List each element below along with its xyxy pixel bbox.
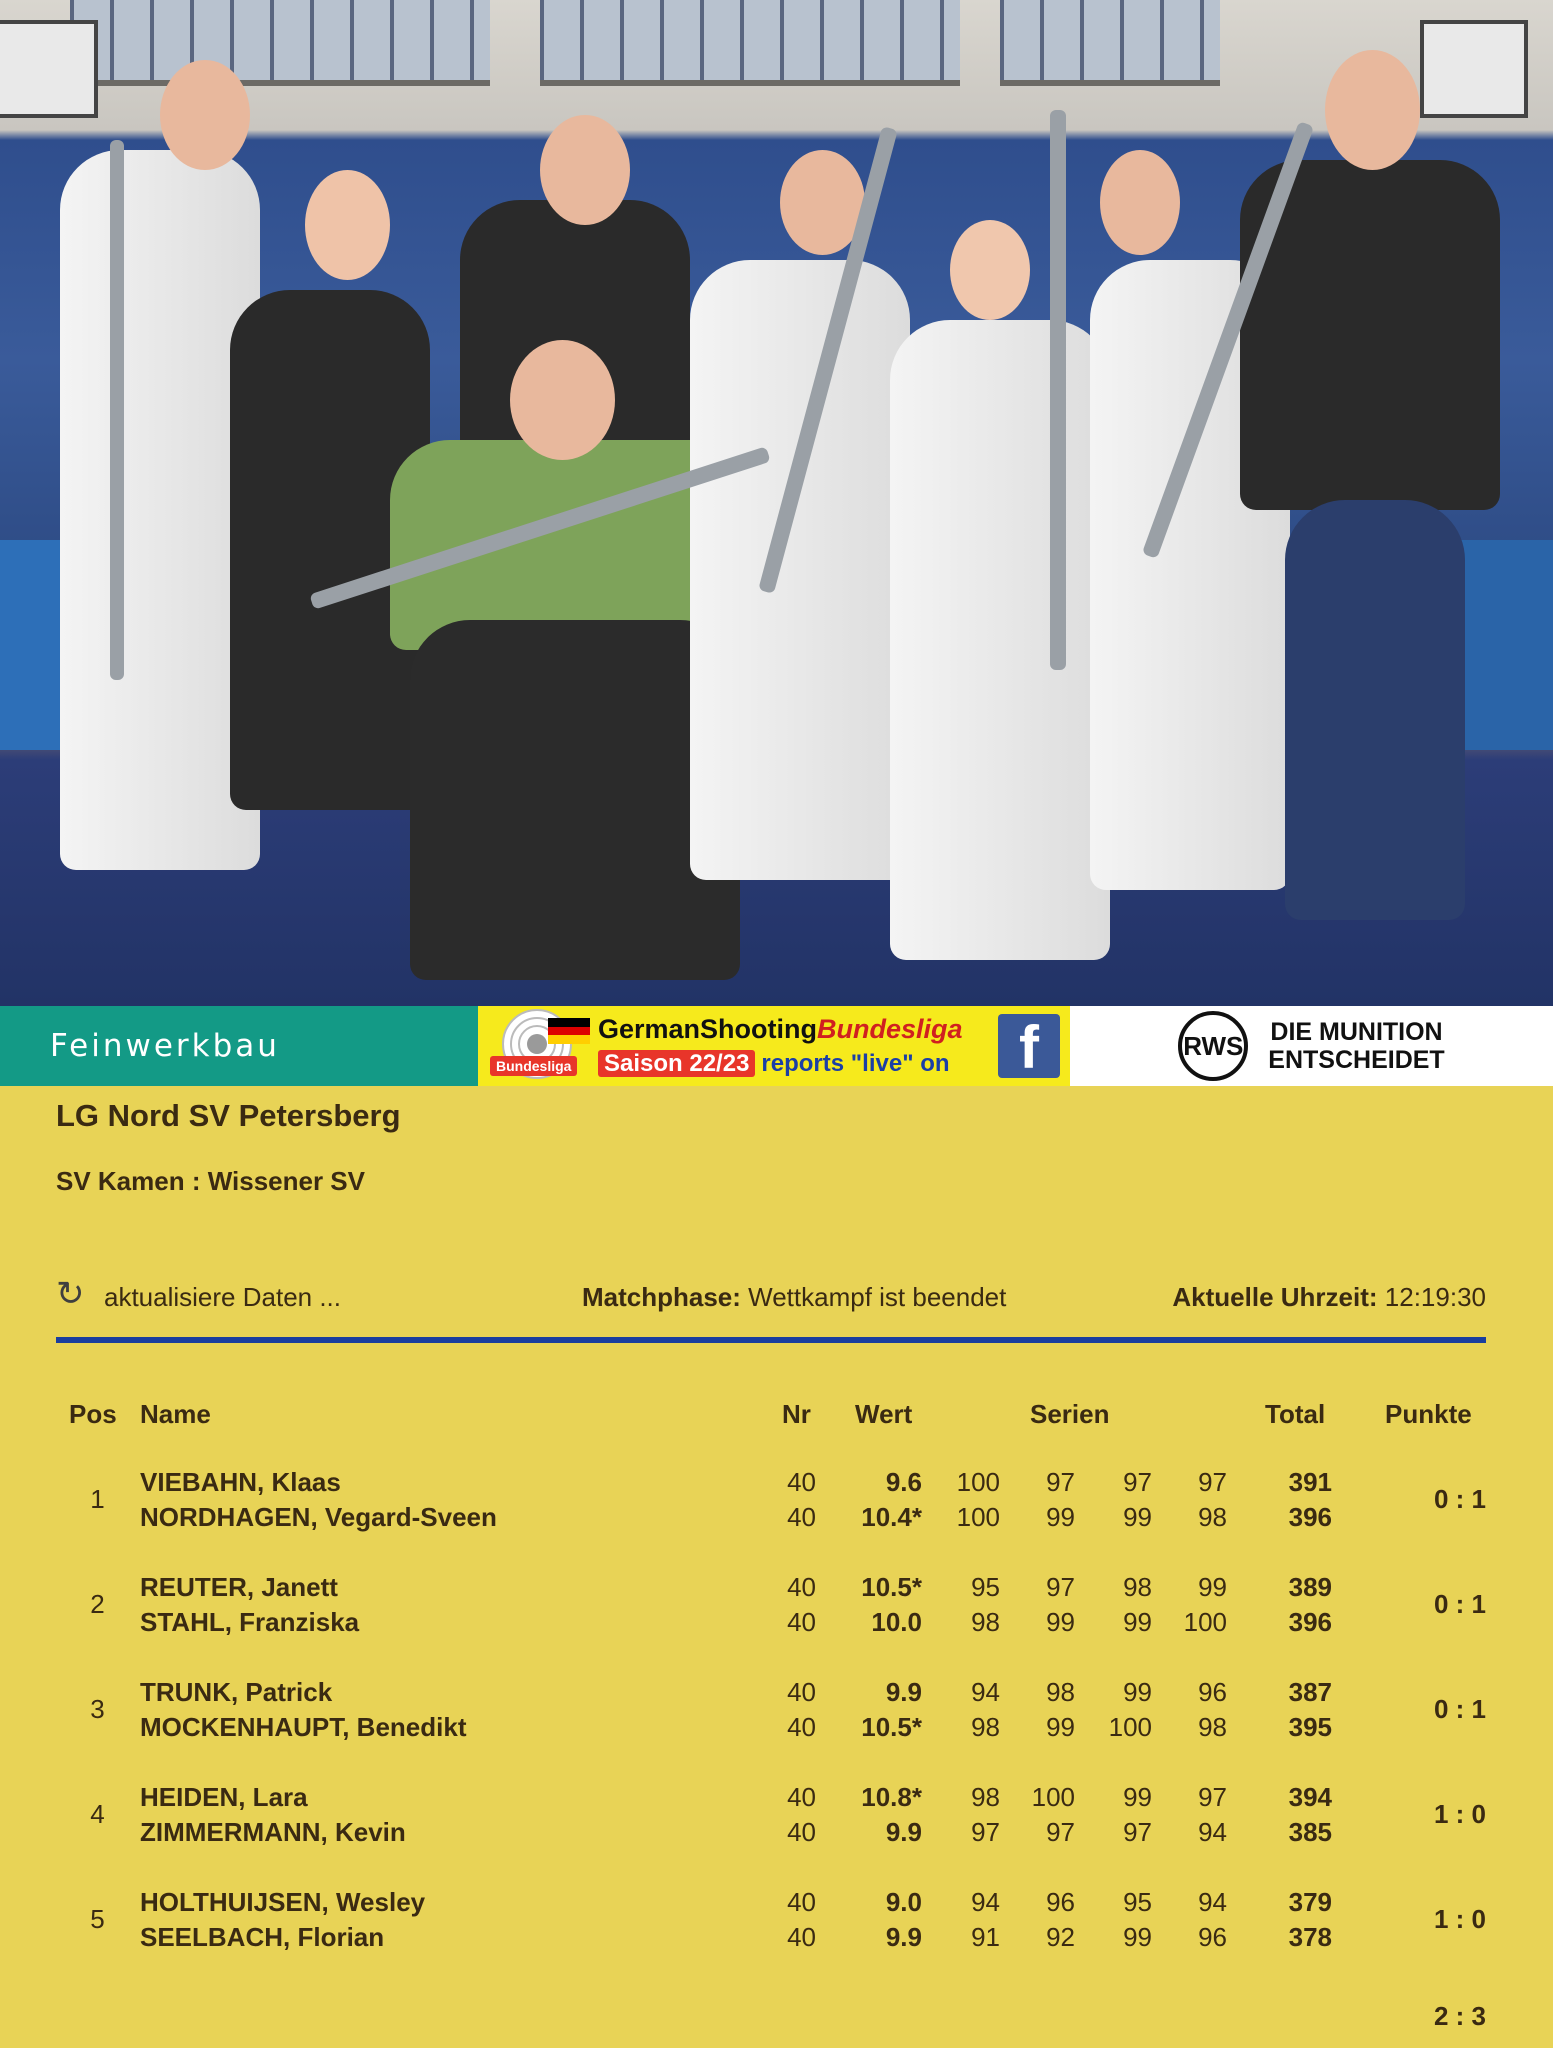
s3-cell: 97 [1123,1817,1152,1847]
facebook-icon[interactable]: f [998,1014,1060,1078]
wert-cell: 10.5* [861,1712,922,1742]
current-time-label: Aktuelle Uhrzeit: [1172,1282,1378,1312]
pos-cell: 2 [90,1589,105,1619]
s1-cell: 94 [971,1887,1000,1917]
shooter-name: MOCKENHAUPT, Benedikt [140,1712,467,1742]
coach-head [540,115,630,225]
nr-cell: 40 [787,1677,816,1707]
s1-cell: 98 [971,1607,1000,1637]
team-photo [0,0,1553,1006]
athlete-figure [890,320,1110,960]
s2-cell: 98 [1046,1677,1075,1707]
athlete-figure [690,260,910,880]
total-cell: 387 [1288,1677,1332,1707]
s2-cell: 100 [1031,1782,1075,1812]
nr-cell: 40 [787,1782,816,1812]
s3-cell: 99 [1123,1502,1152,1532]
wert-cell: 9.9 [885,1922,922,1952]
wert-cell: 9.9 [885,1677,922,1707]
s2-cell: 97 [1046,1467,1075,1497]
s4-cell: 94 [1198,1887,1227,1917]
shooter-name: STAHL, Franziska [140,1607,360,1637]
season-label: Saison 22/23 [598,1050,755,1077]
wert-cell: 10.8* [861,1782,922,1812]
match-title: SV Kamen : Wissener SV [56,1166,365,1196]
s3-cell: 99 [1123,1782,1152,1812]
wert-cell: 10.4* [861,1502,922,1532]
punkte-cell: 1 : 0 [1433,1904,1486,1934]
hall-window [70,0,490,86]
shooter-name: SEELBACH, Florian [140,1922,385,1952]
athlete-head [1100,150,1180,255]
total-cell: 379 [1288,1887,1332,1917]
s4-cell: 98 [1198,1502,1227,1532]
s3-cell: 99 [1123,1607,1152,1637]
league-title: LG Nord SV Petersberg [56,1098,401,1133]
s4-cell: 98 [1198,1712,1227,1742]
wert-cell: 9.9 [885,1817,922,1847]
gsb-live-banner[interactable] [478,1006,1070,1086]
shooter-name: NORDHAGEN, Vegard-Sveen [140,1502,497,1532]
s4-cell: 97 [1198,1782,1227,1812]
pos-cell: 3 [90,1694,105,1724]
header-wert: Wert [855,1399,913,1429]
final-score: 2 : 3 [1433,2001,1486,2031]
header-serien: Serien [1030,1399,1110,1429]
sponsor-banner-bar [0,1006,1553,1086]
header-nr: Nr [782,1399,811,1429]
pos-cell: 5 [90,1904,105,1934]
basketball-hoop [1420,20,1528,118]
results-panel [0,1086,1553,2048]
s3-cell: 97 [1123,1467,1152,1497]
total-cell: 396 [1288,1502,1332,1532]
punkte-cell: 0 : 1 [1433,1589,1486,1619]
status-row [56,1275,1486,1322]
s3-cell: 100 [1108,1712,1152,1742]
shooter-name: HOLTHUIJSEN, Wesley [140,1887,426,1917]
german-flag-icon [548,1018,590,1044]
s2-cell: 99 [1046,1712,1075,1742]
s4-cell: 100 [1183,1607,1227,1637]
s1-cell: 91 [971,1922,1000,1952]
header-pos: Pos [69,1399,117,1429]
coach-head [1325,50,1420,170]
current-time [1172,1282,1486,1313]
total-cell: 385 [1288,1817,1332,1847]
nr-cell: 40 [787,1572,816,1602]
current-time-value: 12:19:30 [1384,1282,1486,1312]
s2-cell: 99 [1046,1502,1075,1532]
shooter-name: REUTER, Janett [140,1572,338,1602]
nr-cell: 40 [787,1712,816,1742]
hall-window [540,0,960,86]
s2-cell: 97 [1046,1817,1075,1847]
s3-cell: 95 [1123,1887,1152,1917]
gsb-title-part2: Bundesliga [817,1014,963,1044]
total-cell: 378 [1288,1922,1332,1952]
header-total: Total [1265,1399,1326,1429]
refresh-icon[interactable]: ↻ [56,1275,85,1313]
match-phase-label: Matchphase: [582,1282,741,1312]
feinwerkbau-sponsor[interactable] [0,1006,478,1086]
s1-cell: 98 [971,1712,1000,1742]
nr-cell: 40 [787,1922,816,1952]
rws-sponsor[interactable] [1070,1006,1553,1086]
wert-cell: 9.0 [885,1887,922,1917]
s1-cell: 100 [956,1502,1000,1532]
pos-cell: 1 [90,1484,105,1514]
total-cell: 391 [1288,1467,1332,1497]
rws-logo: RWS [1178,1011,1248,1081]
total-cell: 394 [1288,1782,1332,1812]
athlete-head [510,340,615,460]
s3-cell: 99 [1123,1677,1152,1707]
shooter-name: ZIMMERMANN, Kevin [140,1817,406,1847]
air-rifle [1050,110,1066,670]
punkte-cell: 0 : 1 [1433,1484,1486,1514]
s2-cell: 96 [1046,1887,1075,1917]
wert-cell: 10.0 [871,1607,922,1637]
nr-cell: 40 [787,1817,816,1847]
shooter-name: TRUNK, Patrick [140,1677,333,1707]
punkte-cell: 1 : 0 [1433,1799,1486,1829]
s4-cell: 99 [1198,1572,1227,1602]
s4-cell: 96 [1198,1677,1227,1707]
rws-slogan [1268,1018,1444,1074]
hall-window [1000,0,1220,86]
coach-jeans [1285,500,1465,920]
feinwerkbau-logo-text: Feinwerkbau [50,1028,280,1064]
athlete-head [950,220,1030,320]
s4-cell: 94 [1198,1817,1227,1847]
s4-cell: 96 [1198,1922,1227,1952]
gsb-subtitle [598,1050,950,1078]
s2-cell: 97 [1046,1572,1075,1602]
refresh-status: aktualisiere Daten ... [104,1282,342,1312]
air-rifle [110,140,124,680]
athlete-head [160,60,250,170]
nr-cell: 40 [787,1502,816,1532]
bundesliga-badge: Bundesliga [490,1056,577,1076]
s1-cell: 94 [971,1677,1000,1707]
s1-cell: 100 [956,1467,1000,1497]
s1-cell: 95 [971,1572,1000,1602]
s1-cell: 98 [971,1782,1000,1812]
match-phase [582,1282,1006,1313]
athlete-head [305,170,390,280]
divider [56,1337,1486,1343]
gsb-title [598,1014,963,1045]
shooter-name: HEIDEN, Lara [140,1782,308,1812]
total-cell: 389 [1288,1572,1332,1602]
rws-slogan-line1: DIE MUNITION [1270,1018,1443,1046]
s2-cell: 99 [1046,1607,1075,1637]
total-cell: 395 [1288,1712,1332,1742]
gsb-title-part1: GermanShooting [598,1014,818,1044]
header-punkte: Punkte [1385,1399,1472,1429]
shooter-name: VIEBAHN, Klaas [140,1467,341,1497]
wert-cell: 10.5* [861,1572,922,1602]
s3-cell: 98 [1123,1572,1152,1602]
total-cell: 396 [1288,1607,1332,1637]
s1-cell: 97 [971,1817,1000,1847]
header-name: Name [140,1399,211,1429]
match-phase-value: Wettkampf ist beendet [748,1282,1007,1312]
pos-cell: 4 [90,1799,105,1829]
s3-cell: 99 [1123,1922,1152,1952]
s2-cell: 92 [1046,1922,1075,1952]
reports-live-label: reports "live" on [761,1050,950,1077]
s4-cell: 97 [1198,1467,1227,1497]
wert-cell: 9.6 [885,1467,922,1497]
nr-cell: 40 [787,1887,816,1917]
nr-cell: 40 [787,1607,816,1637]
punkte-cell: 0 : 1 [1433,1694,1486,1724]
nr-cell: 40 [787,1467,816,1497]
rws-slogan-line2: ENTSCHEIDET [1268,1046,1445,1074]
basketball-hoop [0,20,98,118]
